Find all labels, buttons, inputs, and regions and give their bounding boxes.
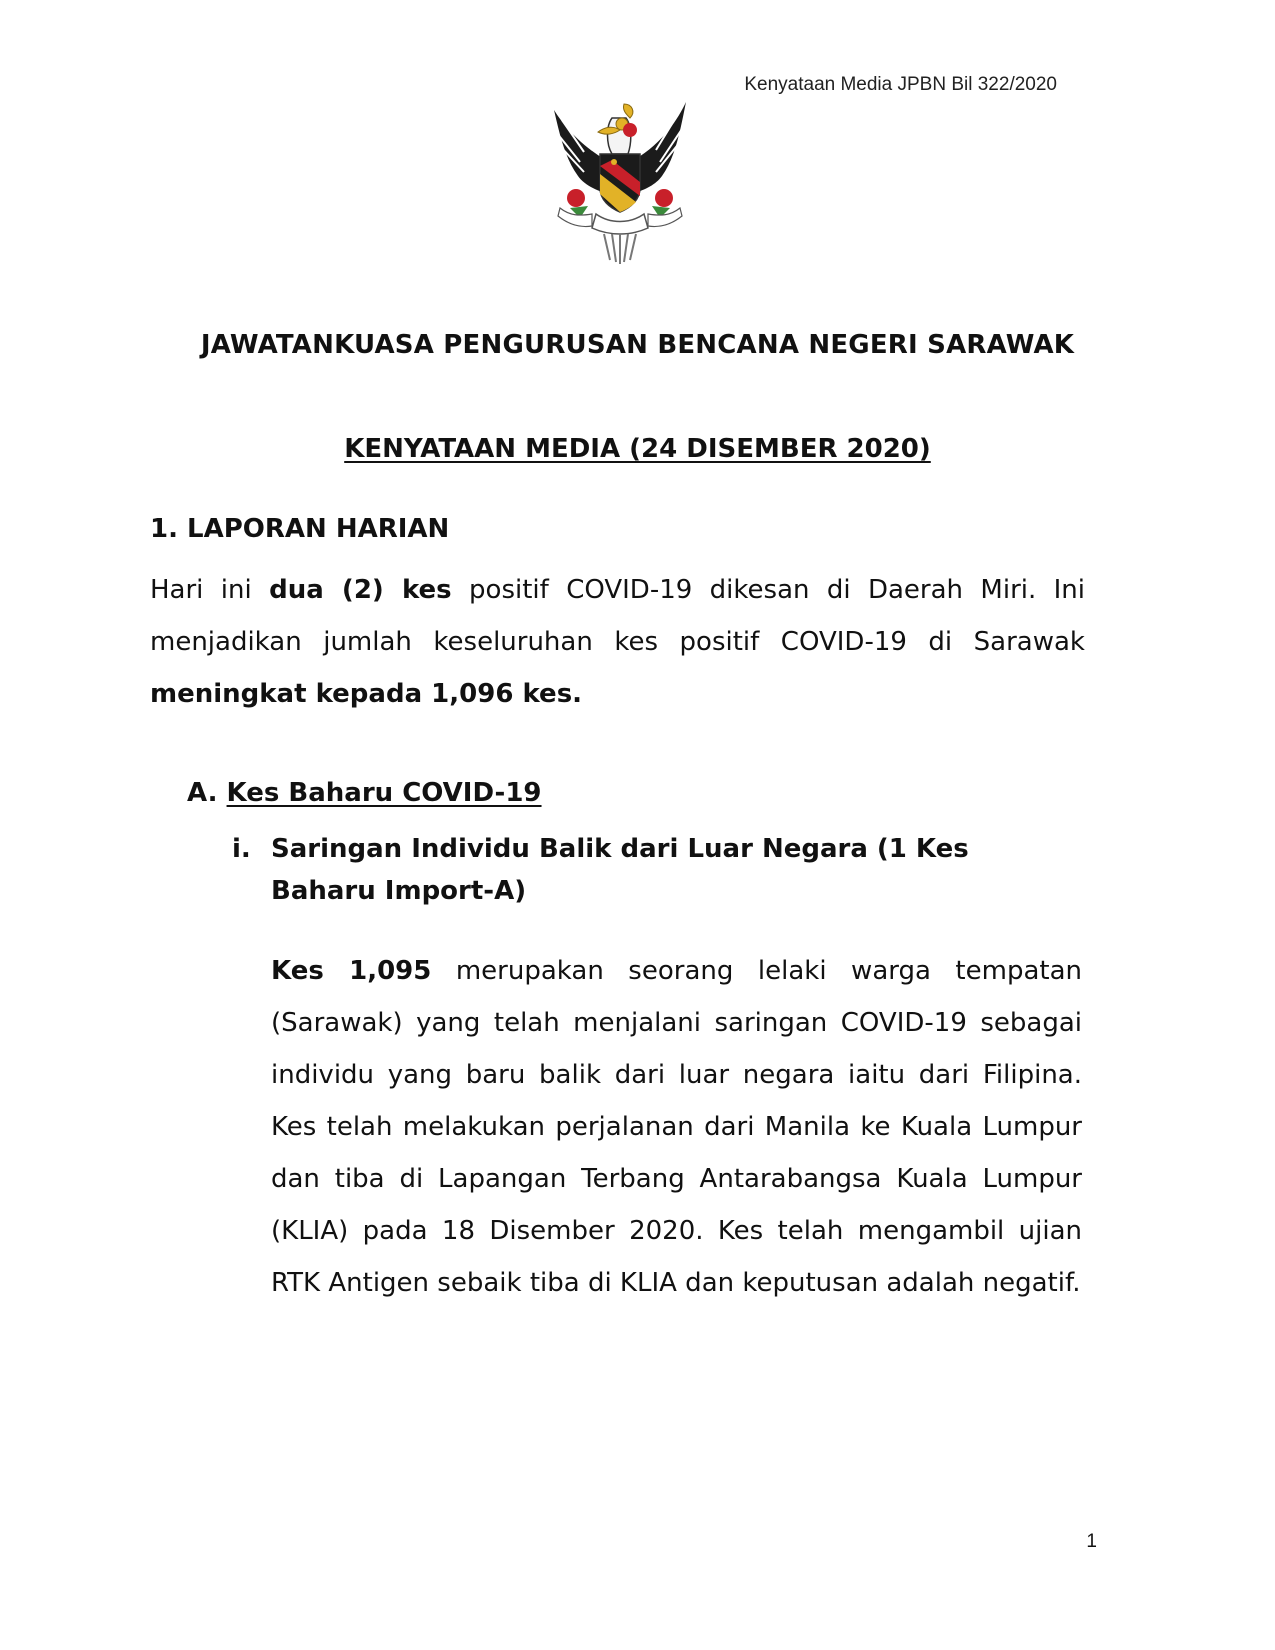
- page-number: 1: [1086, 1531, 1097, 1552]
- document-title: [0, 434, 1275, 464]
- paragraph-bold-text: Kes 1,095: [271, 956, 432, 986]
- daily-report-paragraph: [150, 564, 1085, 720]
- organization-title: JAWATANKUASA PENGURUSAN BENCANA NEGERI SARAWAK: [200, 330, 1075, 360]
- paragraph-bold-text: meningkat kepada 1,096 kes.: [150, 679, 583, 709]
- subsection-title: Kes Baharu COVID-19: [226, 778, 542, 808]
- item-title: Saringan Individu Balik dari Luar Negara (1 Kes Baharu Import-A): [271, 834, 969, 906]
- paragraph-text: Hari ini: [150, 575, 270, 605]
- paragraph-text: positif COVID-19 dikesan di Daerah Miri. Ini menjadikan jumlah keseluruhan kes positif COVID-19 di Sarawak: [150, 575, 1086, 657]
- subsection-heading: [187, 778, 542, 808]
- subsection-marker: A.: [187, 778, 218, 808]
- item-heading: [232, 828, 1082, 912]
- item-marker: i.: [232, 834, 251, 864]
- sarawak-coat-of-arms-icon: [540, 96, 700, 264]
- section-heading: 1. LAPORAN HARIAN: [150, 514, 450, 544]
- paragraph-text: merupakan seorang lelaki warga tempatan (Sarawak) yang telah menjalani saringan COVID-19 sebagai individu yang baru balik dari luar negara iaitu dari Filipina. Kes telah melakukan perjalanan dari Manila ke Kuala Lumpur dan tiba di Lapangan Terbang Antarabangsa Kuala Lumpur (KLIA) pada 18 Disember 2020. Kes telah mengambil ujian RTK Antigen sebaik tiba di KLIA dan keputusan adalah negatif.: [271, 956, 1082, 1298]
- case-description-paragraph: [271, 945, 1082, 1309]
- document-reference: Kenyataan Media JPBN Bil 322/2020: [744, 74, 1057, 95]
- document-title-text: KENYATAAN MEDIA (24 DISEMBER 2020): [344, 434, 931, 464]
- paragraph-bold-text: dua (2) kes: [269, 575, 452, 605]
